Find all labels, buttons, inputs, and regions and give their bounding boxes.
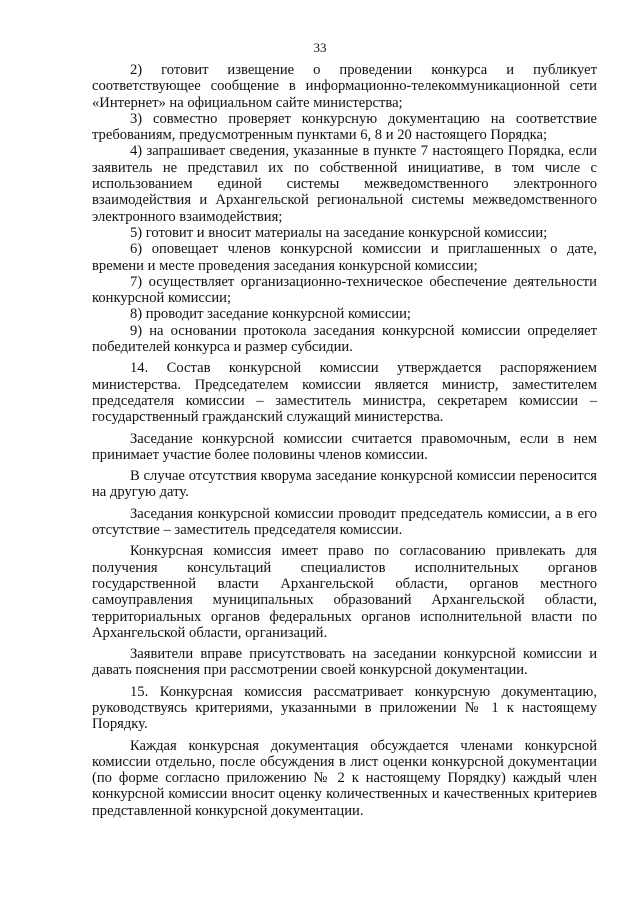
paragraph-item-9: 9) на основании протокола заседания конкурсной комиссии определяет победителей конкурса и размер субсидии. (92, 322, 597, 356)
paragraph-consultations: Конкурсная комиссия имеет право по согласованию привлекать для получения консультаций специалистов исполнительных органов государственной власти Архангельской области, органов местного самоуправления муниципальных образований Архангельской области, территориальных органов федеральных органов исполнительной власти по Архангельской области, организаций. (92, 543, 597, 641)
paragraph-item-2: 2) готовит извещение о проведении конкурса и публикует соответствующее сообщение в информационно-телекоммуникационной сети «Интернет» на официальном сайте министерства; (92, 62, 597, 111)
paragraph-item-8: 8) проводит заседание конкурсной комиссии; (130, 306, 411, 323)
paragraph-chair: Заседания конкурсной комиссии проводит председатель комиссии, а в его отсутствие – заместитель председателя комиссии. (92, 505, 597, 539)
paragraph-item-4: 4) запрашивает сведения, указанные в пункте 7 настоящего Порядка, если заявитель не представил их по собственной инициативе, в том числе с использованием единой системы межведомственного электронного взаимодействия и Архангельской региональной системы межведомственного электронного взаимодействия; (92, 143, 597, 225)
paragraph-section-14: 14. Состав конкурсной комиссии утверждается распоряжением министерства. Председателем комиссии является министр, заместителем председателя комиссии – заместитель министра, секретарем комиссии – государственный гражданский служащий министерства. (92, 360, 597, 426)
paragraph-item-6: 6) оповещает членов конкурсной комиссии и приглашенных о дате, времени и месте проведения заседания конкурсной комиссии; (92, 241, 597, 274)
paragraph-item-7: 7) осуществляет организационно-техническое обеспечение деятельности конкурсной комиссии; (92, 273, 597, 307)
paragraph-evaluation: Каждая конкурсная документация обсуждается членами конкурсной комиссии отдельно, после обсуждения в лист оценки конкурсной документации (по форме согласно приложению № 2 к настоящему Порядку) каждый член конкурсной комиссии вносит оценку количественных и качественных критериев представленной конкурсной документации. (92, 737, 597, 819)
paragraph-quorum: Заседание конкурсной комиссии считается правомочным, если в нем принимает участие более половины членов комиссии. (92, 430, 597, 463)
paragraph-section-15: 15. Конкурсная комиссия рассматривает конкурсную документацию, руководствуясь критериями, указанными в приложении № 1 к настоящему Порядку. (92, 683, 597, 733)
page-number: 33 (313, 40, 327, 55)
paragraph-applicants: Заявители вправе присутствовать на заседании конкурсной комиссии и давать пояснения при рассмотрении своей конкурсной документации. (92, 646, 597, 679)
document-body (92, 62, 597, 819)
paragraph-no-quorum: В случае отсутствия кворума заседание конкурсной комиссии переносится на другую дату. (92, 468, 597, 501)
paragraph-item-3: 3) совместно проверяет конкурсную документацию на соответствие требованиям, предусмотренным пунктами 6, 8 и 20 настоящего Порядка; (92, 110, 597, 144)
paragraph-item-5: 5) готовит и вносит материалы на заседание конкурсной комиссии; (130, 224, 548, 241)
